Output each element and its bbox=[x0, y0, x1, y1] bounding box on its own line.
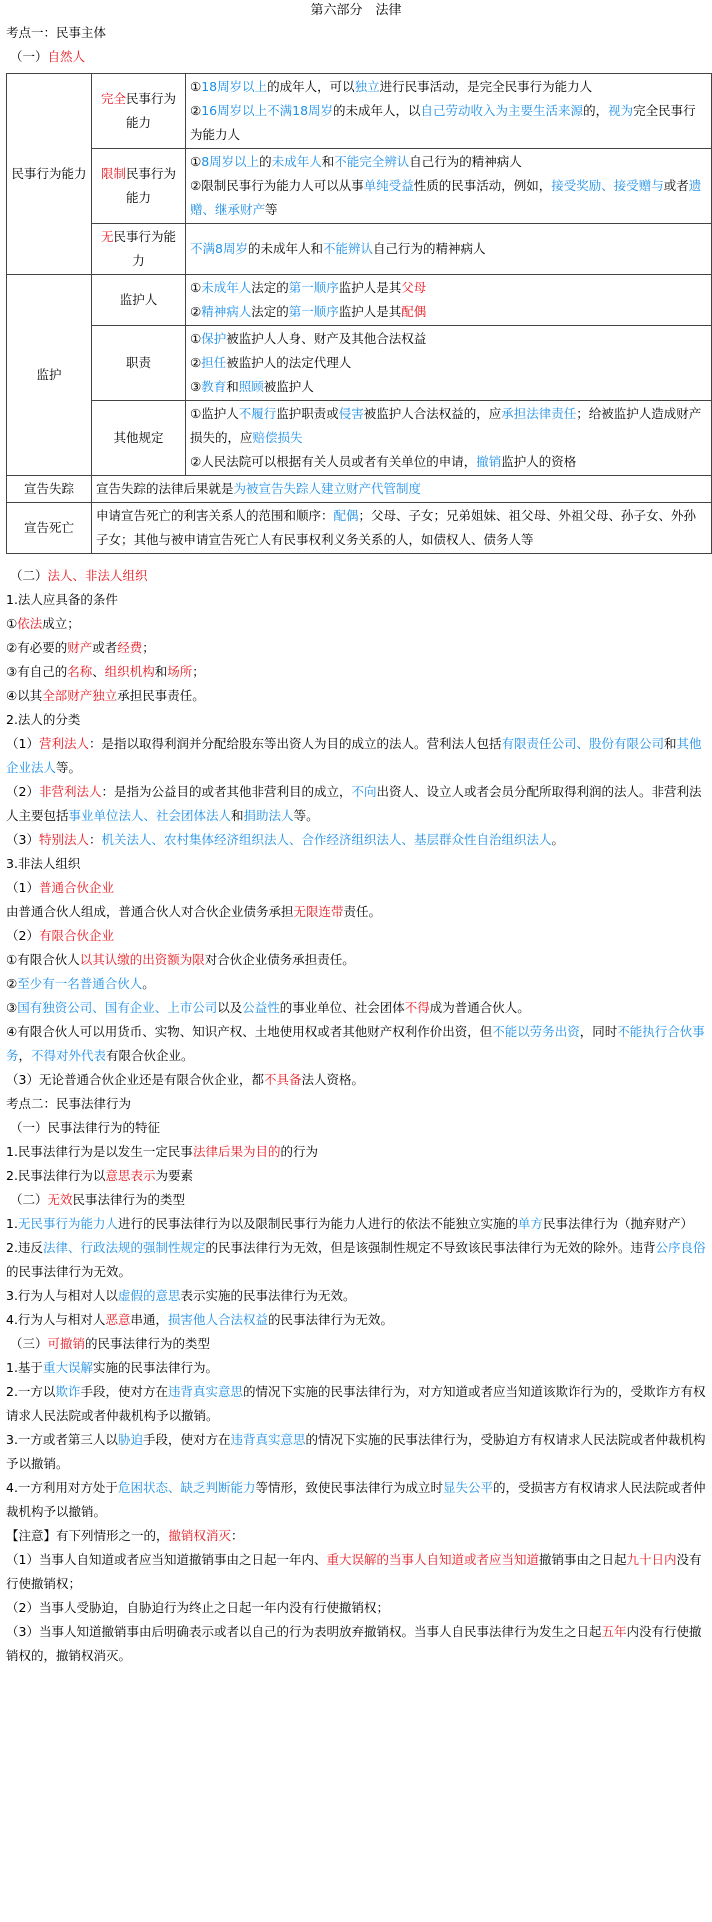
table-row bbox=[7, 326, 712, 401]
legal-person-section bbox=[6, 564, 706, 1092]
list-item: 1.基于重大误解实施的民事法律行为。 bbox=[6, 1360, 218, 1375]
limited-capacity-content: ①8周岁以上的未成年人和不能完全辨认自己行为的精神病人 ②限制民事行为能力人可以从事单纯受益性质的民事活动，例如，接受奖励、接受赠与或者遗赠、继承财产等 bbox=[186, 149, 712, 224]
list-item: ④有限合伙人可以用货币、实物、知识产权、土地使用权或者其他财产权利作价出资，但不能以劳务出资，同时不能执行合伙事务，不得对外代表有限合伙企业。 bbox=[6, 1024, 705, 1063]
list-item: ①有限合伙人以其认缴的出资额为限对合伙企业债务承担责任。 bbox=[6, 952, 355, 967]
note-heading: 【注意】有下列情形之一的，撤销权消灭： bbox=[6, 1528, 244, 1543]
list-item: 由普通合伙人组成，普通合伙人对合伙企业债务承担无限连带责任。 bbox=[6, 904, 382, 919]
table-row bbox=[7, 503, 712, 554]
list-item: ③有自己的名称、组织机构和场所； bbox=[6, 664, 205, 679]
juristic-act-section bbox=[6, 1092, 706, 1668]
missing-content: 宣告失踪的法律后果就是为被宣告失踪人建立财产代管制度 bbox=[92, 476, 712, 503]
list-item: 3.一方或者第三人以胁迫手段，使对方在违背真实意思的情况下实施的民事法律行为，受胁迫方有权请求人民法院或者仲裁机构予以撤销。 bbox=[6, 1432, 706, 1471]
list-item: （1）普通合伙企业 bbox=[6, 880, 114, 895]
list-item: ④以其全部财产独立承担民事责任。 bbox=[6, 688, 205, 703]
other-rules-label: 其他规定 bbox=[92, 401, 186, 476]
list-item: （1）当事人自知道或者应当知道撤销事由之日起一年内、重大误解的当事人自知道或者应当知道撤销事由之日起九十日内没有行使撤销权； bbox=[6, 1552, 702, 1591]
full-capacity-label: 完全民事行为能力 bbox=[92, 74, 186, 149]
list-item: （3）特别法人：机关法人、农村集体经济组织法人、合作经济组织法人、基层群众性自治组织法人。 bbox=[6, 832, 565, 847]
document-page bbox=[0, 1, 712, 1922]
guardian-label: 监护人 bbox=[92, 275, 186, 326]
list-item: （3）无论普通合伙企业还是有限合伙企业，都不具备法人资格。 bbox=[6, 1072, 364, 1087]
table-row bbox=[7, 275, 712, 326]
subsection-heading: （二）无效民事法律行为的类型 bbox=[10, 1192, 186, 1207]
limited-capacity-label: 限制民事行为能力 bbox=[92, 149, 186, 224]
death-content: 申请宣告死亡的利害关系人的范围和顺序：配偶；父母、子女；兄弟姐妹、祖父母、外祖父母、孙子女、外孙子女；其他与被申请宣告死亡人有民事权利义务关系的人，如债权人、债务人等 bbox=[92, 503, 712, 554]
list-item: ①依法成立； bbox=[6, 616, 80, 631]
list-item: 2.一方以欺诈手段，使对方在违背真实意思的情况下实施的民事法律行为，对方知道或者应当知道该欺诈行为的，受欺诈方有权请求人民法院或者仲裁机构予以撤销。 bbox=[6, 1384, 706, 1423]
list-item: 2.民事法律行为以意思表示为要素 bbox=[6, 1168, 193, 1183]
section-heading-kaodian2: 考点二：民事法律行为 bbox=[6, 1096, 132, 1111]
subsection-heading: （三）可撤销的民事法律行为的类型 bbox=[10, 1336, 211, 1351]
guardian-content: ①未成年人法定的第一顺序监护人是其父母 ②精神病人法定的第一顺序监护人是其配偶 bbox=[186, 275, 712, 326]
list-item: （2）有限合伙企业 bbox=[6, 928, 114, 943]
duty-content: ①保护被监护人人身、财产及其他合法权益 ②担任被监护人的法定代理人 ③教育和照顾被监护人 bbox=[186, 326, 712, 401]
subsection-heading-natural-person: （一）自然人 bbox=[10, 49, 86, 64]
table-row bbox=[7, 149, 712, 224]
list-item: （1）营利法人：是指以取得利润并分配给股东等出资人为目的成立的法人。营利法人包括有限责任公司、股份有限公司和其他企业法人等。 bbox=[6, 736, 702, 775]
list-item: 4.行为人与相对人恶意串通，损害他人合法权益的民事法律行为无效。 bbox=[6, 1312, 393, 1327]
table-row bbox=[7, 476, 712, 503]
section-heading-kaodian1: 考点一：民事主体 bbox=[6, 25, 107, 40]
other-rules-content: ①监护人不履行监护职责或侵害被监护人合法权益的，应承担法律责任；给被监护人造成财产损失的，应赔偿损失 ②人民法院可以根据有关人员或者有关单位的申请，撤销监护人的资格 bbox=[186, 401, 712, 476]
table-row bbox=[7, 224, 712, 275]
list-item: （2）当事人受胁迫，自胁迫行为终止之日起一年内没有行使撤销权； bbox=[6, 1600, 389, 1615]
table-row bbox=[7, 401, 712, 476]
duty-label: 职责 bbox=[92, 326, 186, 401]
list-item: 1.法人应具备的条件 bbox=[6, 592, 118, 607]
table-row bbox=[7, 74, 712, 149]
no-capacity-content: 不满8周岁的未成年人和不能辨认自己行为的精神病人 bbox=[186, 224, 712, 275]
capacity-group-label: 民事行为能力 bbox=[7, 74, 92, 275]
list-item: ②至少有一名普通合伙人。 bbox=[6, 976, 155, 991]
subsection-heading: （一）民事法律行为的特征 bbox=[10, 1120, 161, 1135]
list-item: 3.非法人组织 bbox=[6, 856, 81, 871]
list-item: 4.一方利用对方处于危困状态、缺乏判断能力等情形，致使民事法律行为成立时显失公平的，受损害方有权请求人民法院或者仲裁机构予以撤销。 bbox=[6, 1480, 706, 1519]
death-label: 宣告死亡 bbox=[7, 503, 92, 554]
list-item: ③国有独资公司、国有企业、上市公司以及公益性的事业单位、社会团体不得成为普通合伙人。 bbox=[6, 1000, 530, 1015]
no-capacity-label: 无民事行为能力 bbox=[92, 224, 186, 275]
list-item: 2.法人的分类 bbox=[6, 712, 81, 727]
guardianship-group-label: 监护 bbox=[7, 275, 92, 476]
list-item: ②有必要的财产或者经费； bbox=[6, 640, 155, 655]
list-item: （3）当事人知道撤销事由后明确表示或者以自己的行为表明放弃撤销权。当事人自民事法律行为发生之日起五年内没有行使撤销权的，撤销权消灭。 bbox=[6, 1624, 702, 1663]
list-item: 2.违反法律、行政法规的强制性规定的民事法律行为无效，但是该强制性规定不导致该民事法律行为无效的除外。违背公序良俗的民事法律行为无效。 bbox=[6, 1240, 706, 1279]
list-item: 1.民事法律行为是以发生一定民事法律后果为目的的行为 bbox=[6, 1144, 318, 1159]
subsection-heading-legal-person: （二）法人、非法人组织 bbox=[10, 568, 148, 583]
page-title: 第六部分 法律 bbox=[310, 3, 402, 18]
list-item: 1.无民事行为能力人进行的民事法律行为以及限制民事行为能力人进行的依法不能独立实施的单方民事法律行为（抛弃财产） bbox=[6, 1216, 693, 1231]
full-capacity-content: ①18周岁以上的成年人，可以独立进行民事活动，是完全民事行为能力人 ②16周岁以上不满18周岁的未成年人，以自己劳动收入为主要生活来源的，视为完全民事行为能力人 bbox=[186, 74, 712, 149]
civil-subject-table bbox=[6, 73, 712, 554]
list-item: 3.行为人与相对人以虚假的意思表示实施的民事法律行为无效。 bbox=[6, 1288, 356, 1303]
missing-label: 宣告失踪 bbox=[7, 476, 92, 503]
list-item: （2）非营利法人：是指为公益目的或者其他非营利目的成立，不向出资人、设立人或者会员分配所取得利润的法人。非营利法人主要包括事业单位法人、社会团体法人和捐助法人等。 bbox=[6, 784, 702, 823]
